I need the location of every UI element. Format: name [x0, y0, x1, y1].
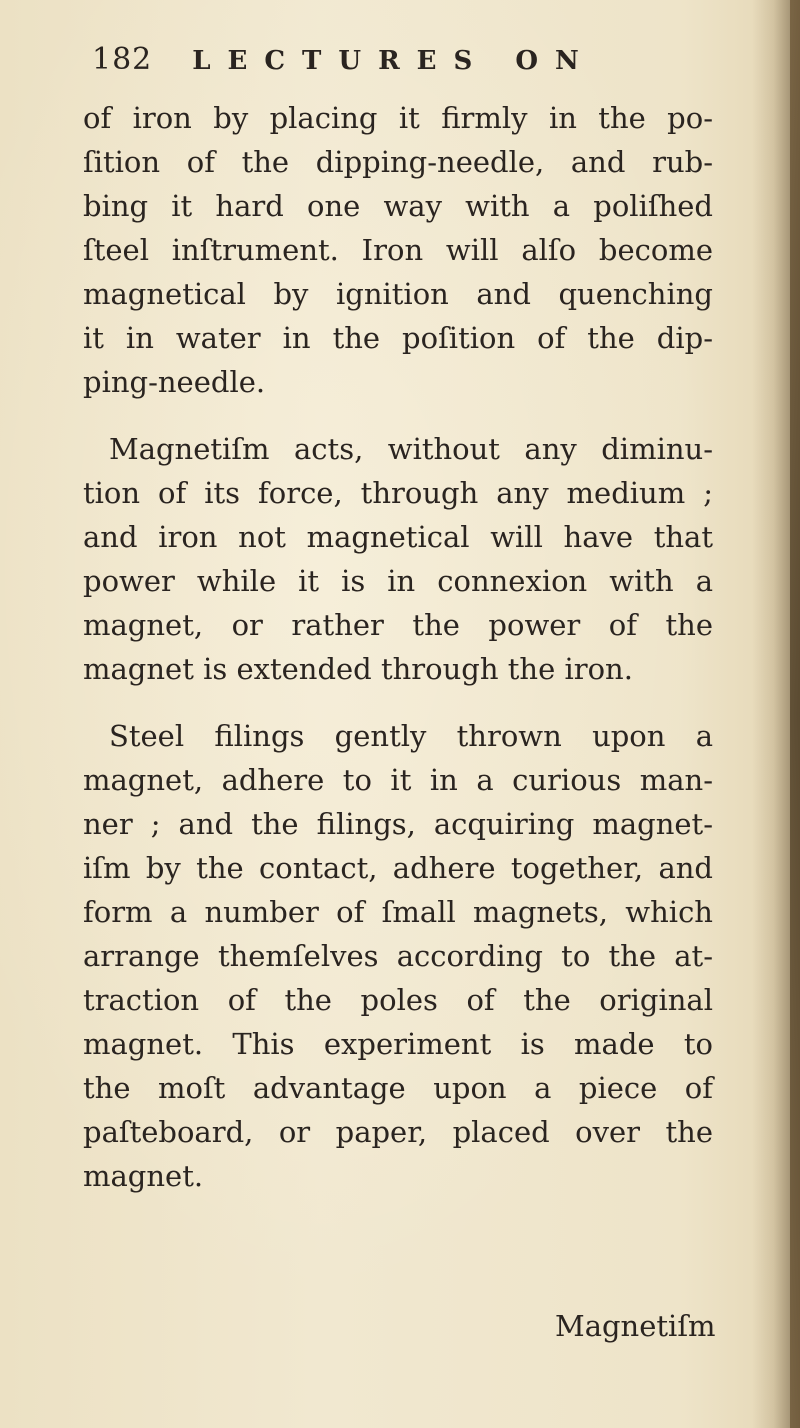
paragraph-1: [83, 96, 713, 404]
text-line: magnet. This experiment is made to: [83, 1027, 713, 1061]
text-line: magnet, adhere to it in a curious man-: [83, 763, 713, 797]
text-line: the moſt advantage upon a piece of: [83, 1071, 713, 1105]
text-line: ping-needle.: [83, 365, 266, 399]
text-line: iſm by the contact, adhere together, and: [83, 851, 713, 885]
paragraph-3: [83, 714, 713, 1198]
text-line: magnetical by ignition and quenching: [83, 277, 713, 311]
page-number: 182: [92, 42, 153, 77]
text-line: form a number of ſmall magnets, which: [83, 895, 713, 929]
body-text: [83, 96, 713, 1198]
gutter-edge: [790, 0, 800, 1428]
text-line: magnet.: [83, 1159, 204, 1193]
text-line: Steel filings gently thrown upon a: [109, 719, 713, 753]
text-line: arrange themſelves according to the at-: [83, 939, 713, 973]
text-line: ſition of the dipping-needle, and rub-: [83, 145, 713, 179]
text-line: traction of the poles of the original: [83, 983, 713, 1017]
text-line: ſteel inſtrument. Iron will alſo become: [83, 233, 713, 267]
text-line: paſteboard, or paper, placed over the: [83, 1115, 713, 1149]
text-line: it in water in the poſition of the dip-: [83, 321, 713, 355]
text-line: of iron by placing it firmly in the po-: [83, 101, 713, 135]
running-title: LECTURES ON: [192, 46, 596, 76]
text-line: power while it is in connexion with a: [83, 564, 713, 598]
text-line: ner ; and the filings, acquiring magnet-: [83, 807, 713, 841]
page-header: [92, 42, 692, 82]
text-line: magnet, or rather the power of the: [83, 608, 713, 642]
paragraph-2: [83, 427, 713, 691]
catchword: Magnetiſm: [555, 1309, 716, 1343]
text-line: tion of its force, through any medium ;: [83, 476, 713, 510]
text-line: magnet is extended through the iron.: [83, 652, 633, 686]
text-line: Magnetiſm acts, without any diminu-: [109, 432, 713, 466]
text-line: and iron not magnetical will have that: [83, 520, 713, 554]
text-line: bing it hard one way with a poliſhed: [83, 189, 713, 223]
